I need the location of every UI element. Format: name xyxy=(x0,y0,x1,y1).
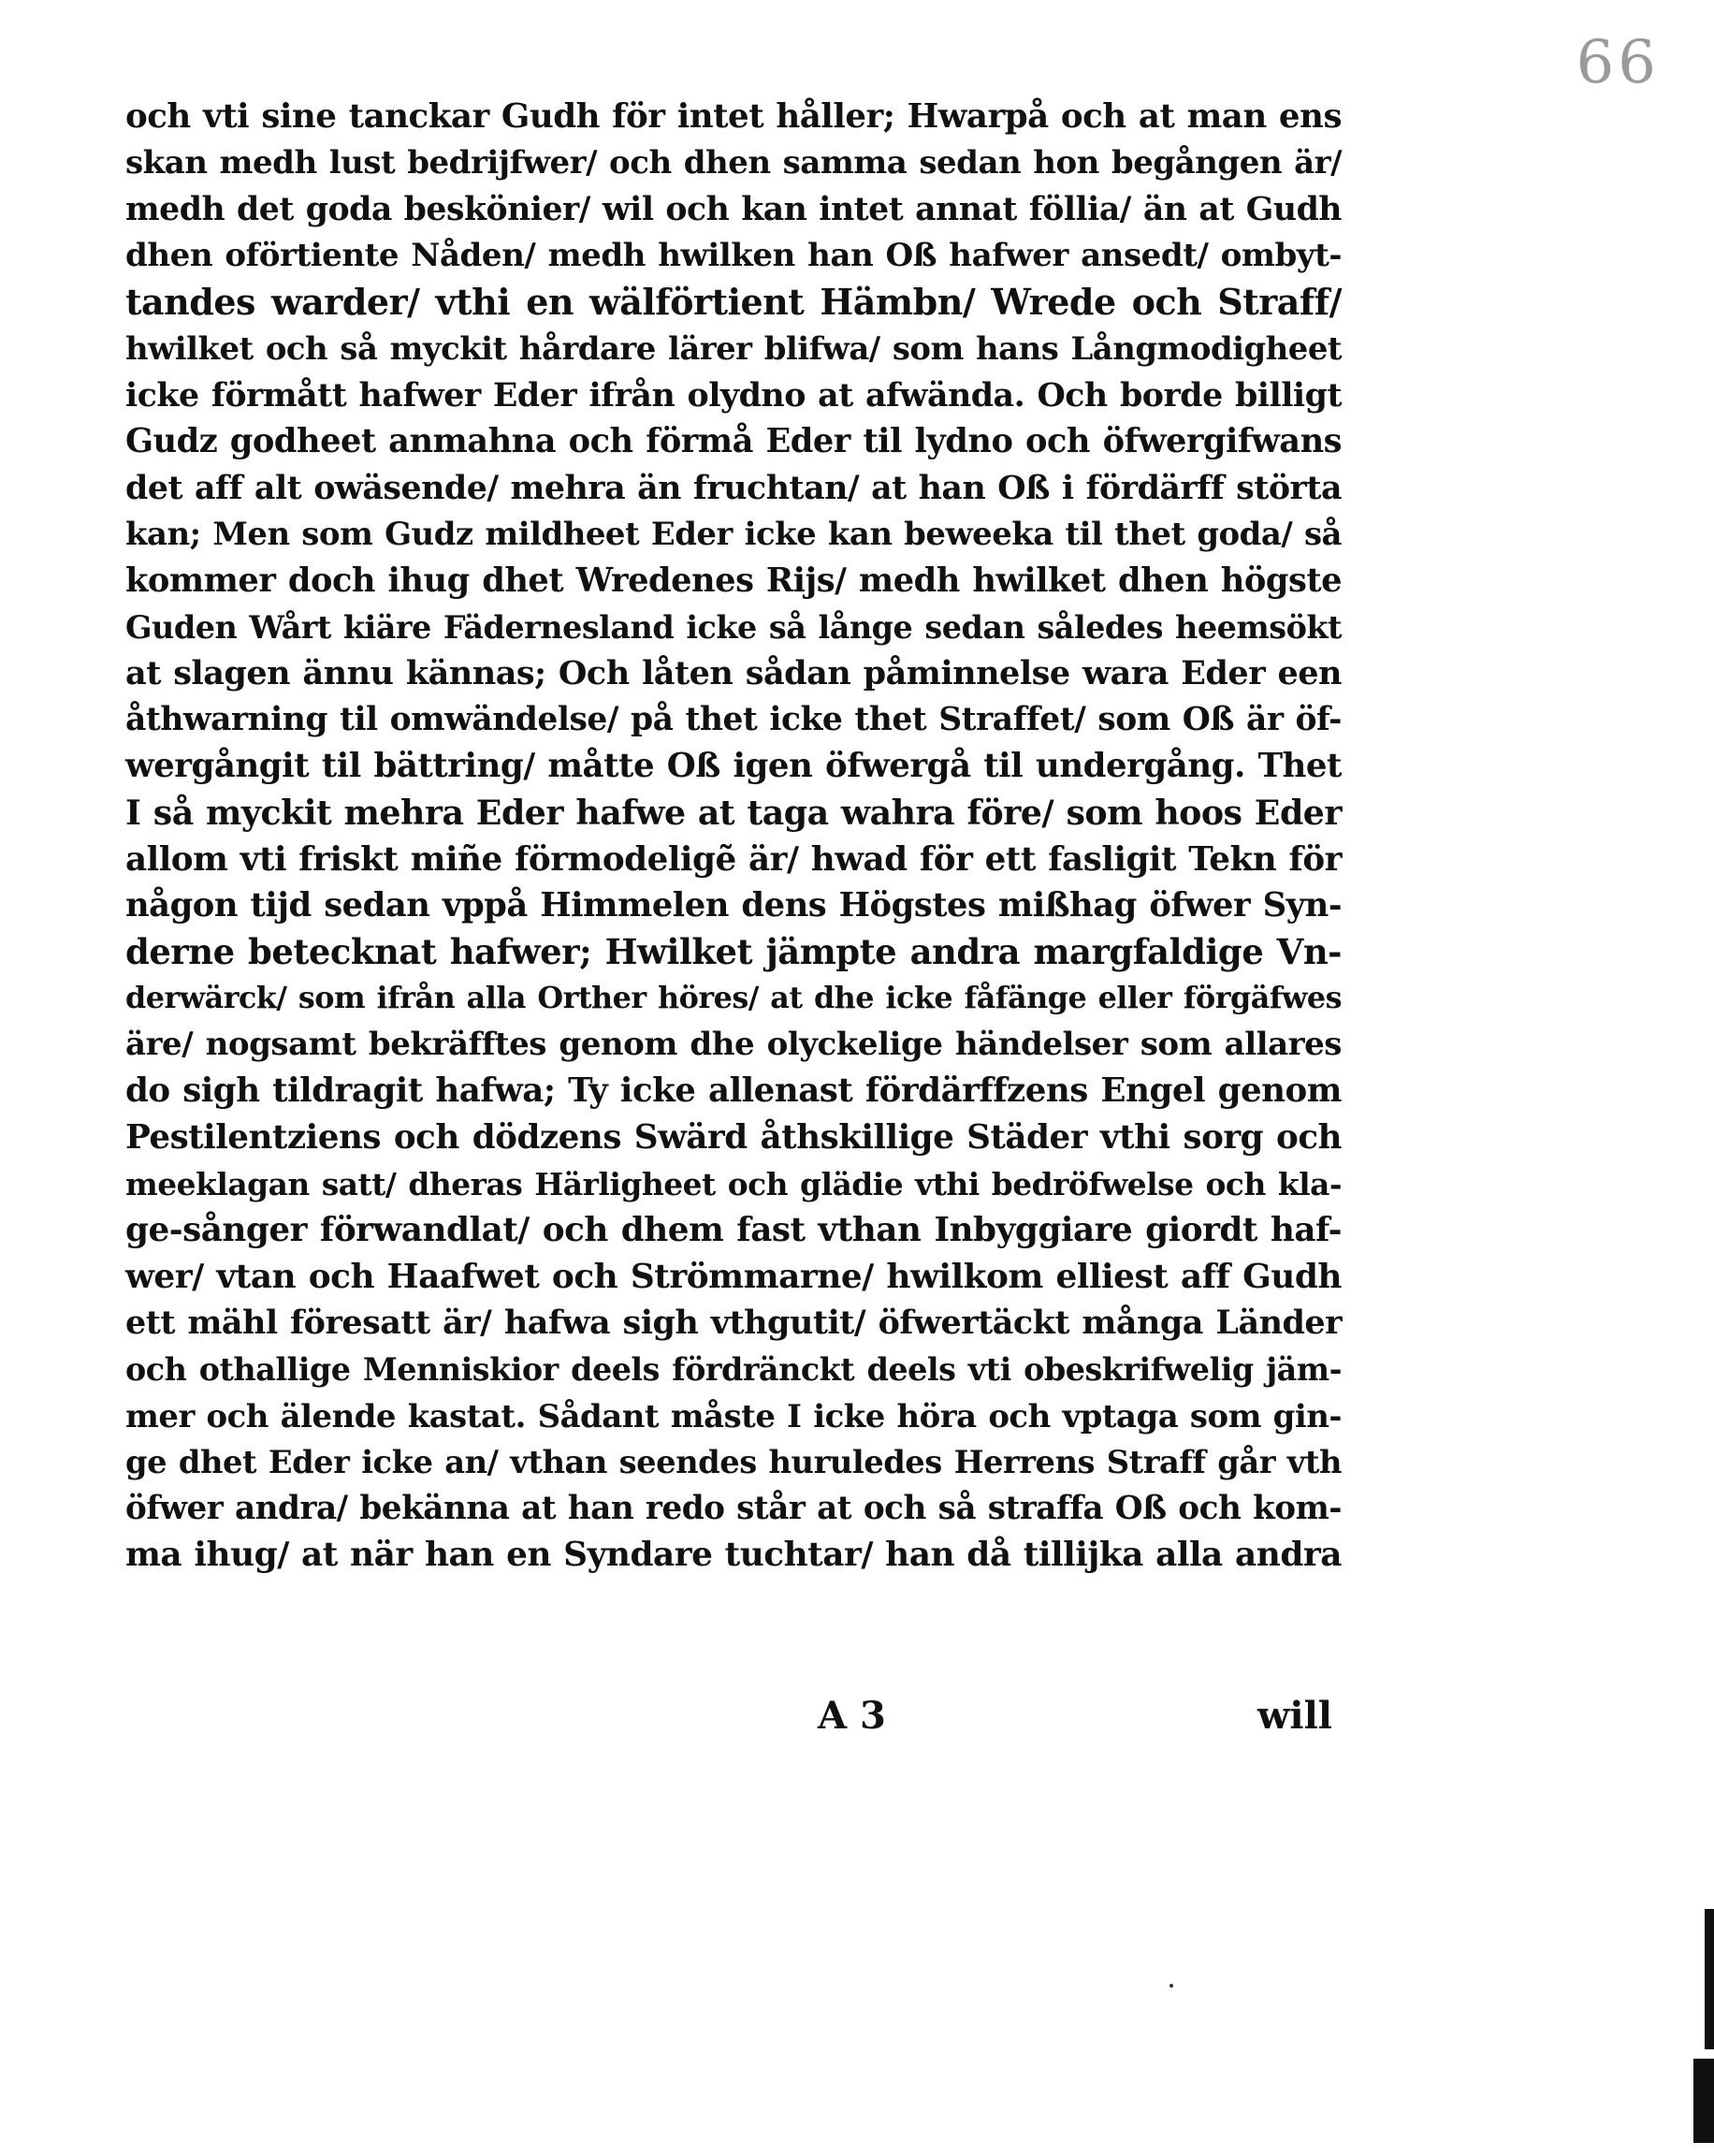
text-line: tandes warder/ vthi en wälförtient Hämbn/ Wrede och Straff/ xyxy=(125,281,1342,324)
text-line: kan; Men som Gudz mildheet Eder icke kan beweeka til thet goda/ så xyxy=(125,515,1342,553)
text-line: allom vti friskt miñe förmodeligẽ är/ hwad för ett fasligit Tekn för xyxy=(125,838,1342,879)
text-line: do sigh tildragit hafwa; Ty icke allenast fördärffzens Engel genom xyxy=(125,1071,1342,1111)
text-line: ge-sånger förwandlat/ och dhem fast vthan Inbyggiare giordt haf- xyxy=(125,1210,1342,1250)
scan-edge-mark xyxy=(1705,1909,1714,2049)
folio-number: 66 xyxy=(1576,28,1660,97)
text-line: derwärck/ som ifrån alla Orther höres/ at dhe icke fåfänge eller förgäfwes xyxy=(125,980,1342,1016)
scan-edge-mark xyxy=(1693,2059,1714,2143)
body-text xyxy=(125,94,1342,1579)
text-line: ett mähl föresatt är/ hafwa sigh vthgutit/ öfwertäckt många Länder xyxy=(125,1304,1342,1343)
text-line: Gudz godheet anmahna och förmå Eder til lydno och öfwergifwans xyxy=(125,422,1342,461)
text-line: at slagen ännu kännas; Och låten sådan påminnelse wara Eder een xyxy=(125,654,1342,693)
text-line: Pestilentziens och dödzens Swärd åthskillige Städer vthi sorg och xyxy=(125,1117,1342,1158)
text-line: äre/ nogsamt bekräfftes genom dhe olyckelige händelser som allares xyxy=(125,1025,1342,1063)
text-line: åthwarning til omwändelse/ på thet icke thet Straffet/ som Oß är öf- xyxy=(125,700,1342,738)
text-line: och othallige Menniskior deels fördränckt deels vti obeskrifwelig jäm- xyxy=(125,1351,1342,1389)
catchword: will xyxy=(1256,1694,1332,1738)
text-line: ge dhet Eder icke an/ vthan seendes huruledes Herrens Straff går vth xyxy=(125,1443,1342,1481)
text-line: wer/ vtan och Haafwet och Strömmarne/ hwilkom elliest aff Gudh xyxy=(125,1256,1342,1296)
signature-mark: A 3 xyxy=(818,1694,886,1738)
page-footer xyxy=(125,1694,1342,1750)
text-line: mer och älende kastat. Sådant måste I icke höra och vptaga som gin- xyxy=(125,1396,1342,1435)
text-line: wergångit til bättring/ måtte Oß igen öfwergå til undergång. Thet xyxy=(125,747,1342,786)
text-line: det aff alt owäsende/ mehra än fruchtan/ at han Oß i fördärff störta xyxy=(125,468,1342,507)
text-line: Guden Wårt kiäre Fädernesland icke så långe sedan således heemsökt xyxy=(125,608,1342,646)
text-line: hwilket och så myckit hårdare lärer blifwa/ som hans Långmodigheet xyxy=(125,328,1342,367)
text-line: dhen oförtiente Nåden/ medh hwilken han Oß hafwer ansedt/ ombyt- xyxy=(125,236,1342,274)
text-line: I så myckit mehra Eder hafwe at taga wahra före/ som hoos Eder xyxy=(125,792,1342,833)
text-line: skan medh lust bedrijfwer/ och dhen samma sedan hon begången är/ xyxy=(125,143,1342,182)
text-line: och vti sine tanckar Gudh för intet håller; Hwarpå och at man ens xyxy=(125,97,1342,136)
text-line: kommer doch ihug dhet Wredenes Rijs/ medh hwilket dhen högste xyxy=(125,561,1342,600)
text-line: derne betecknat hafwer; Hwilket jämpte andra margfaldige Vn- xyxy=(125,930,1342,972)
text-line: öfwer andra/ bekänna at han redo står at och så straffa Oß och kom- xyxy=(125,1489,1342,1527)
text-line: meeklagan satt/ dheras Härligheet och glädie vthi bedröfwelse och kla- xyxy=(125,1165,1342,1202)
text-line: icke förmått hafwer Eder ifrån olydno at afwända. Och borde billigt xyxy=(125,375,1342,415)
scan-speck xyxy=(1169,1984,1173,1988)
text-line: ma ihug/ at när han en Syndare tuchtar/ han då tillijka alla andra xyxy=(125,1535,1342,1575)
text-line: medh det goda beskönier/ wil och kan intet annat föllia/ än at Gudh xyxy=(125,190,1342,229)
text-line: någon tijd sedan vppå Himmelen dens Högstes mißhag öfwer Syn- xyxy=(125,886,1342,925)
